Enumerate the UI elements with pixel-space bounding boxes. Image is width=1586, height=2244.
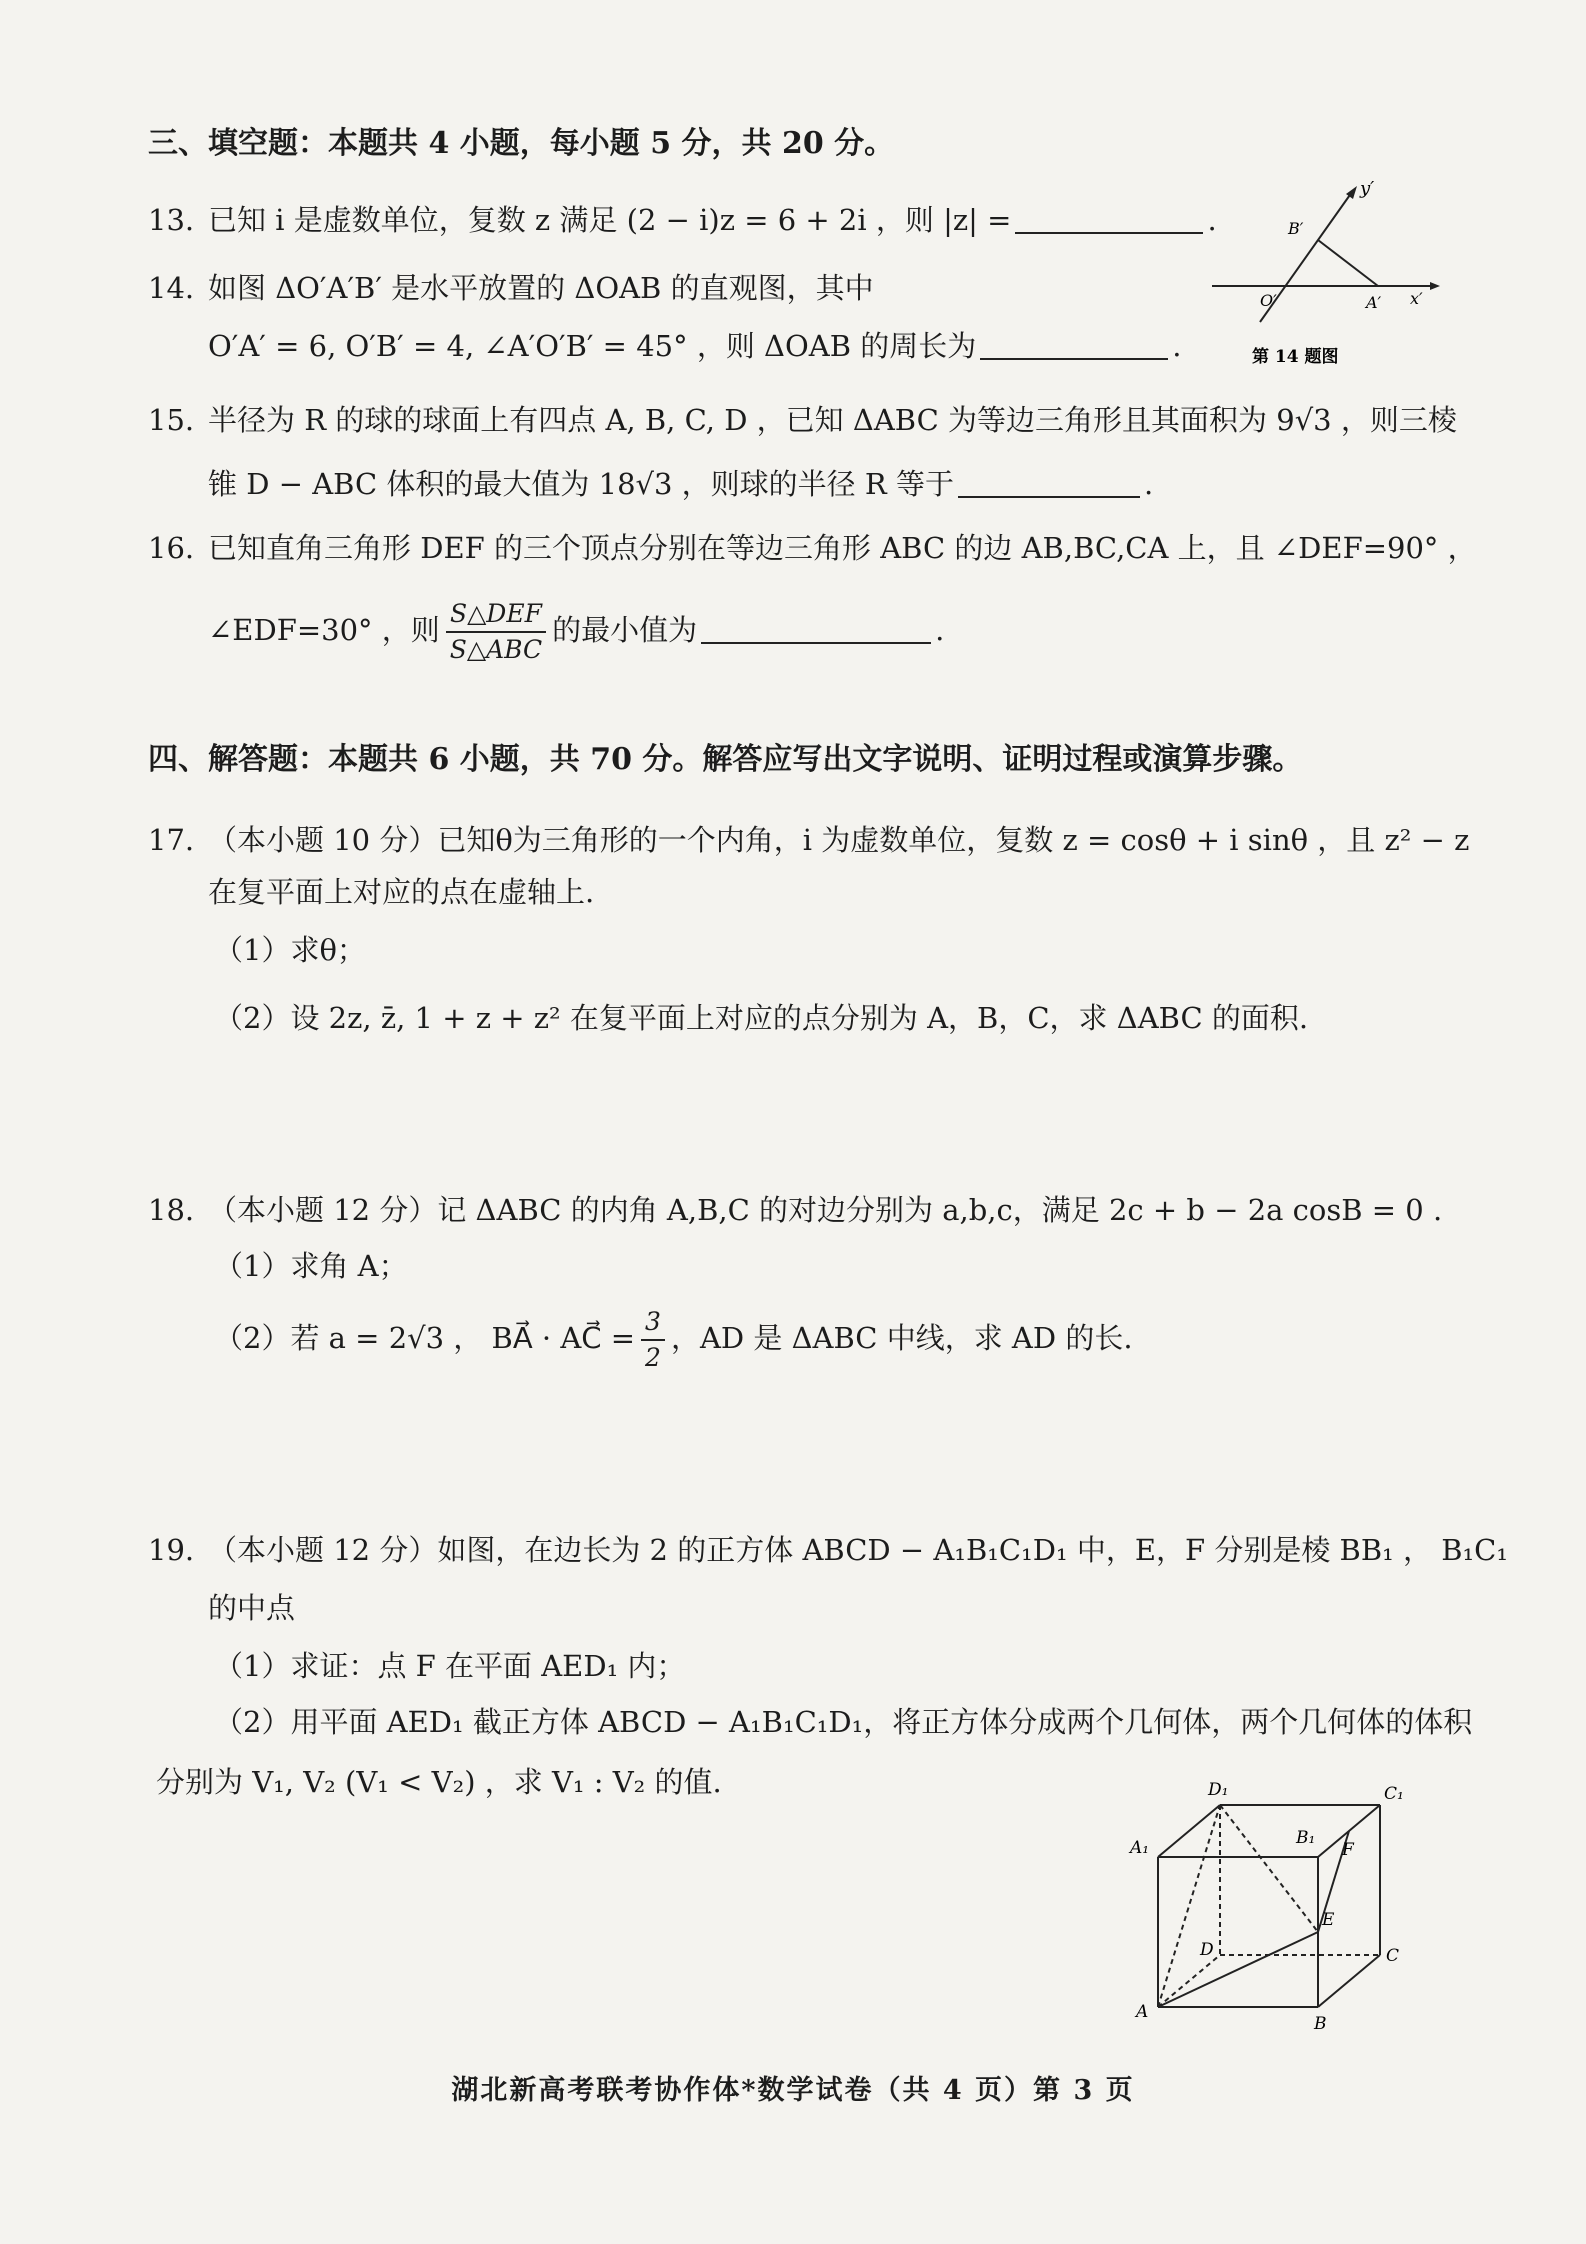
question-14-line1: 如图 ΔO′A′B′ 是水平放置的 ΔOAB 的直观图，其中	[208, 271, 874, 305]
question-14-line2	[208, 326, 1181, 366]
question-13-text: 已知 i 是虚数单位，复数 z 满足 (2 − i)z = 6 + 2i ，则 |z| =	[208, 203, 1012, 237]
label-b-prime: B′	[1288, 219, 1304, 238]
question-14-number: 14.	[148, 271, 195, 305]
question-19-number: 19.	[148, 1533, 195, 1567]
question-19-part2-line2: 分别为 V₁, V₂ (V₁ < V₂) ，求 V₁ : V₂ 的值.	[156, 1765, 722, 1799]
segment-a-d1-hidden	[1158, 1805, 1220, 2007]
question-16-mid: 的最小值为	[552, 613, 698, 647]
question-15-line2	[208, 464, 1153, 504]
segment-a-e	[1158, 1932, 1318, 2007]
label-d: D	[1200, 1940, 1214, 1960]
label-c1: C₁	[1384, 1784, 1404, 1804]
edge-b-c	[1318, 1955, 1380, 2007]
fraction-denominator: 2	[645, 1343, 661, 1372]
question-15-line1: 半径为 R 的球的球面上有四点 A, B, C, D ，已知 ΔABC 为等边三角形且其面积为 9√3 ，则三棱	[208, 403, 1457, 437]
question-14-text: O′A′ = 6, O′B′ = 4, ∠A′O′B′ = 45° ，则 ΔOAB 的周长为	[208, 329, 977, 363]
label-a-prime: A′	[1366, 293, 1382, 312]
segment-b-a	[1318, 240, 1378, 286]
label-e: E	[1322, 1910, 1335, 1930]
section-3-heading: 三、填空题：本题共 4 小题，每小题 5 分，共 20 分。	[148, 126, 895, 161]
fraction-numerator: S△DEF	[446, 597, 546, 633]
label-f: F	[1342, 1840, 1354, 1860]
label-b: B	[1314, 2014, 1327, 2034]
question-17-part2: （2）设 2z, z̄, 1 + z + z² 在复平面上对应的点分别为 A，B，C，求 ΔABC 的面积.	[214, 1001, 1309, 1035]
question-17-line2: 在复平面上对应的点在虚轴上.	[208, 875, 595, 909]
answer-blank-14	[980, 328, 1168, 360]
question-18-part1: （1）求角 A；	[214, 1249, 408, 1283]
answer-blank-15	[958, 466, 1140, 498]
fraction-denominator: S△ABC	[449, 635, 543, 664]
question-16-number: 16.	[148, 531, 195, 565]
label-y-prime: y′	[1360, 178, 1375, 199]
question-17-line1: （本小题 10 分）已知θ为三角形的一个内角，i 为虚数单位，复数 z = cosθ + i sinθ ，且 z² − z	[208, 823, 1470, 857]
question-18-part2-end: ，AD 是 ΔABC 中线，求 AD 的长.	[670, 1321, 1133, 1355]
cube-figure	[1110, 1775, 1410, 2040]
question-15-text: 锥 D − ABC 体积的最大值为 18√3 ，则球的半径 R 等于	[208, 467, 954, 501]
figure-14-caption: 第 14 题图	[1252, 347, 1339, 367]
page-footer: 湖北新高考联考协作体*数学试卷（共 4 页）第 3 页	[451, 2075, 1135, 2106]
answer-blank-16	[701, 612, 931, 644]
question-13	[208, 200, 1217, 240]
label-o-prime: O′	[1260, 291, 1277, 310]
question-18-line1: （本小题 12 分）记 ΔABC 的内角 A,B,C 的对边分别为 a,b,c，满足 2c + b − 2a cosB = 0 .	[208, 1193, 1443, 1227]
label-x-prime: x′	[1410, 289, 1423, 308]
section-4-heading: 四、解答题：本题共 6 小题，共 70 分。解答应写出文字说明、证明过程或演算步骤。	[148, 742, 1303, 777]
question-13-number: 13.	[148, 203, 195, 237]
question-16-line2	[208, 592, 944, 668]
label-a1: A₁	[1130, 1838, 1150, 1858]
question-17-part1: （1）求θ；	[214, 933, 366, 967]
question-18-part2-text: （2）若 a = 2√3 ， BA⃗ · AC⃗ =	[214, 1321, 636, 1355]
answer-blank-13	[1015, 202, 1203, 234]
label-b1: B₁	[1296, 1828, 1316, 1848]
fraction-numerator: 3	[641, 1305, 665, 1341]
area-ratio-fraction	[446, 597, 546, 667]
question-16-end: .	[935, 613, 945, 647]
label-d1: D₁	[1208, 1780, 1229, 1800]
question-19-part1: （1）求证：点 F 在平面 AED₁ 内；	[214, 1649, 686, 1683]
question-15-end: .	[1143, 467, 1154, 501]
question-19-line2: 的中点	[208, 1591, 296, 1625]
question-14-figure	[1200, 174, 1450, 374]
dot-product-fraction	[641, 1305, 665, 1375]
question-15-number: 15.	[148, 403, 195, 437]
question-18-number: 18.	[148, 1193, 195, 1227]
label-c: C	[1386, 1946, 1400, 1966]
edge-a1-d1	[1158, 1805, 1220, 1857]
question-13-end: .	[1207, 203, 1217, 237]
question-16-text: ∠EDF=30° ，则	[208, 613, 440, 647]
question-19-part2-line1: （2）用平面 AED₁ 截正方体 ABCD − A₁B₁C₁D₁，将正方体分成两个几何体，两个几何体的体积	[214, 1705, 1473, 1739]
question-17-number: 17.	[148, 823, 195, 857]
question-14-end: .	[1172, 329, 1182, 363]
question-19-line1: （本小题 12 分）如图，在边长为 2 的正方体 ABCD − A₁B₁C₁D₁ 中，E，F 分别是棱 BB₁ ， B₁C₁	[208, 1533, 1508, 1567]
question-16-line1: 已知直角三角形 DEF 的三个顶点分别在等边三角形 ABC 的边 AB,BC,CA 上，且 ∠DEF=90° ，	[208, 531, 1477, 565]
x-axis-arrow	[1430, 282, 1440, 290]
edge-a-d-hidden	[1158, 1955, 1220, 2007]
label-a: A	[1136, 2002, 1149, 2022]
question-18-part2	[214, 1300, 1133, 1376]
segment-d1-e-hidden	[1220, 1805, 1318, 1932]
